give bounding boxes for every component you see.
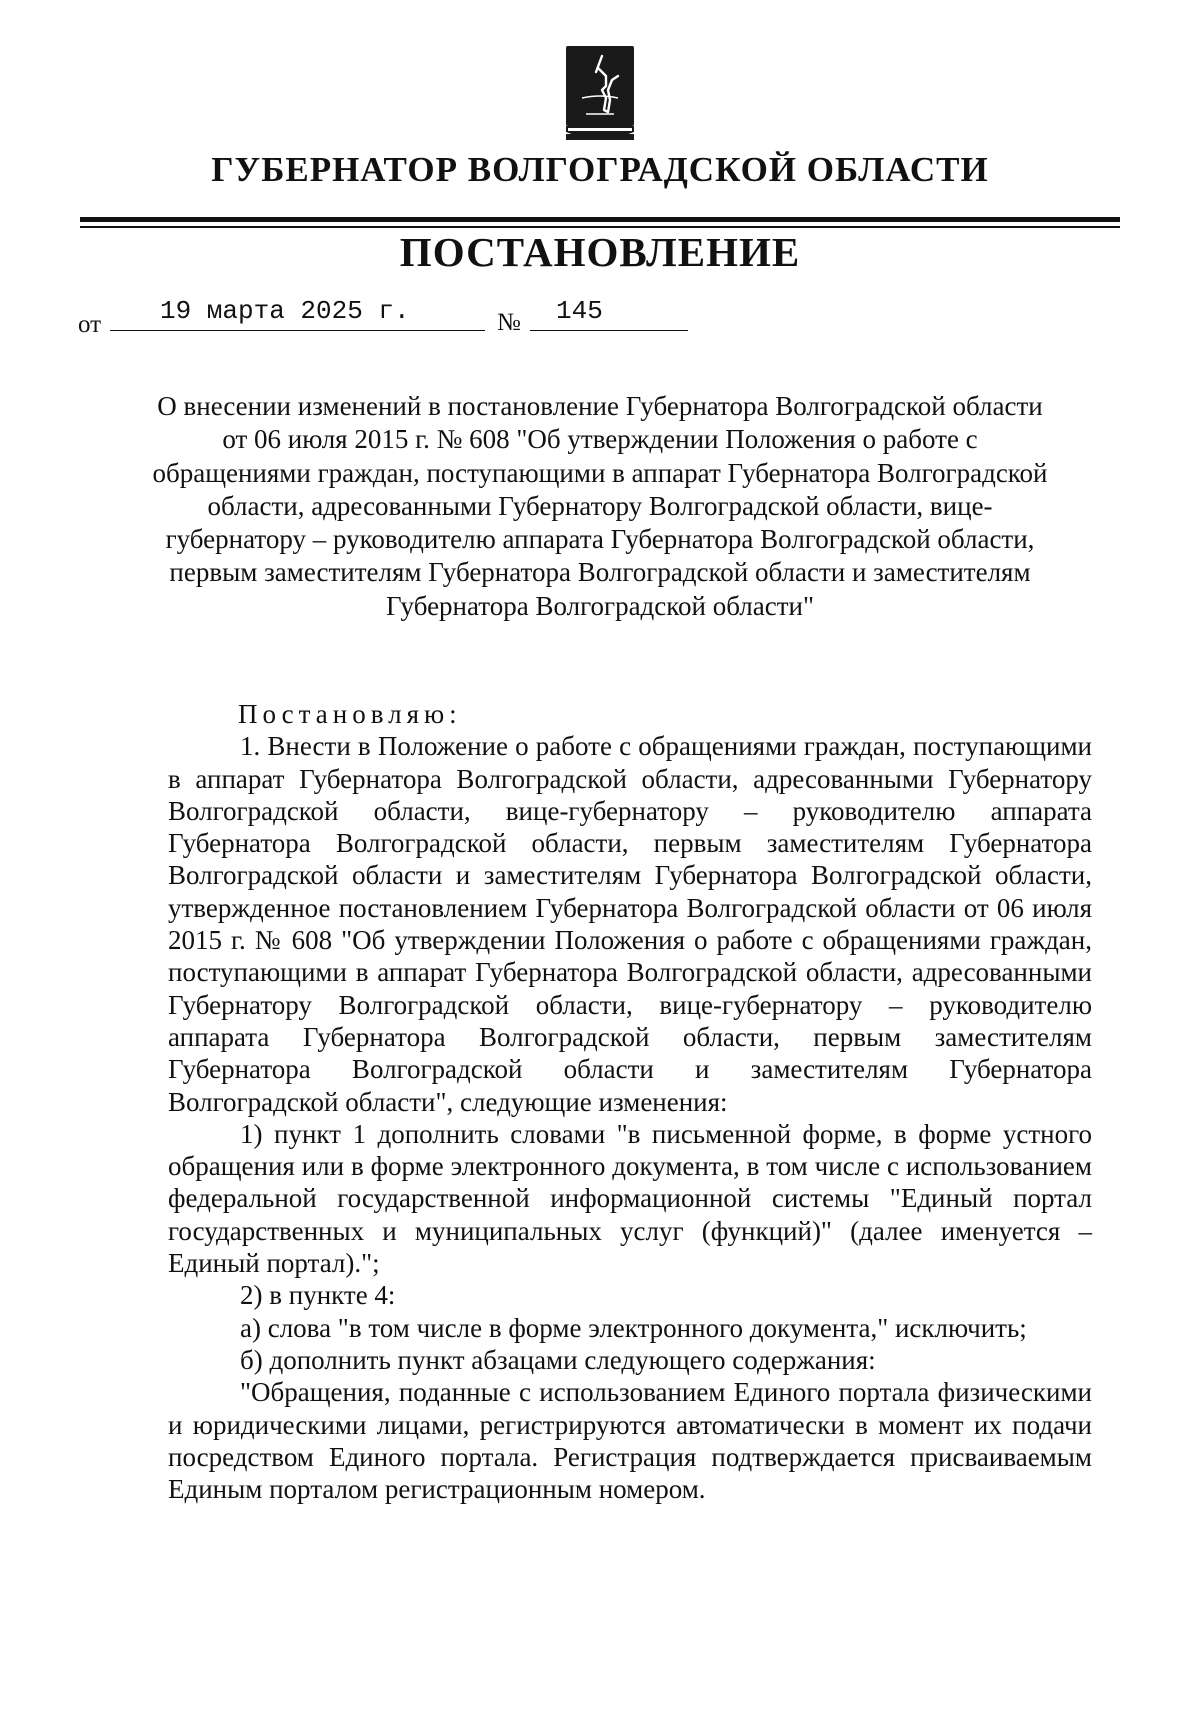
- number-prefix: №: [497, 309, 521, 336]
- document-body: [168, 698, 1092, 1505]
- coat-of-arms-icon: [562, 46, 638, 144]
- number-field: [530, 296, 688, 331]
- date-prefix: от: [78, 311, 102, 338]
- date-field: [110, 296, 485, 331]
- paragraph: б) дополнить пункт абзацами следующего содержания:: [240, 1344, 876, 1375]
- paragraph: 1) пункт 1 дополнить словами "в письменной форме, в форме устного обращения или в форме электронного документа, в том числе с использованием федеральной государственной информационной системы "Единый портал государственных и муниципальных услуг (функций)" (далее именуется – Единый портал).";: [168, 1118, 1092, 1279]
- paragraph: а) слова "в том числе в форме электронного документа," исключить;: [240, 1312, 1027, 1343]
- date-value: 19 марта 2025 г.: [160, 296, 410, 326]
- number-value: 145: [556, 296, 603, 326]
- paragraph: 2) в пункте 4:: [240, 1280, 396, 1311]
- organization-title: ГУБЕРНАТОР ВОЛГОГРАДСКОЙ ОБЛАСТИ: [211, 150, 989, 189]
- paragraph: 1. Внести в Положение о работе с обращениями граждан, поступающими в аппарат Губернатора Волгоградской области, адресованными Губернатору Волгоградской области, вице-губернатору – руководителю аппарата Губернатора Волгоградской области, первым заместителям Губернатора Волгоградской области и заместителям Губернатора Волгоградской области, утвержденное постановлением Губернатора Волгоградской области от 06 июля 2015 г. № 608 "Об утверждении Положения о работе с обращениями граждан, поступающими в аппарат Губернатора Волгоградской области, адресованными Губернатору Волгоградской области, вице-губернатору – руководителю аппарата Губернатора Волгоградской области, первым заместителям Губернатора Волгоградской области и заместителям Губернатора Волгоградской области", следующие изменения:: [168, 731, 1092, 1117]
- document-type: ПОСТАНОВЛЕНИЕ: [399, 229, 801, 275]
- resolve-heading: Постановляю:: [238, 699, 462, 729]
- header-divider-thick: [80, 217, 1120, 222]
- paragraph: "Обращения, поданные с использованием Единого портала физическими и юридическими лицами, регистрируются автоматически в момент их подачи посредством Единого портала. Регистрация подтверждается присваиваемым Единым порталом регистрационным номером.: [168, 1377, 1092, 1505]
- document-subject: О внесении изменений в постановление Губернатора Волгоградской области от 06 июля 2015 г. № 608 "Об утверждении Положения о работе с обращениями граждан, поступающими в аппарат Губернатора Волгоградской области, адресованными Губернатору Волгоградской области, вице-губернатору – руководителю аппарата Губернатора Волгоградской области, первым заместителям Губернатора Волгоградской области и заместителям Губернатора Волгоградской области": [152, 391, 1048, 621]
